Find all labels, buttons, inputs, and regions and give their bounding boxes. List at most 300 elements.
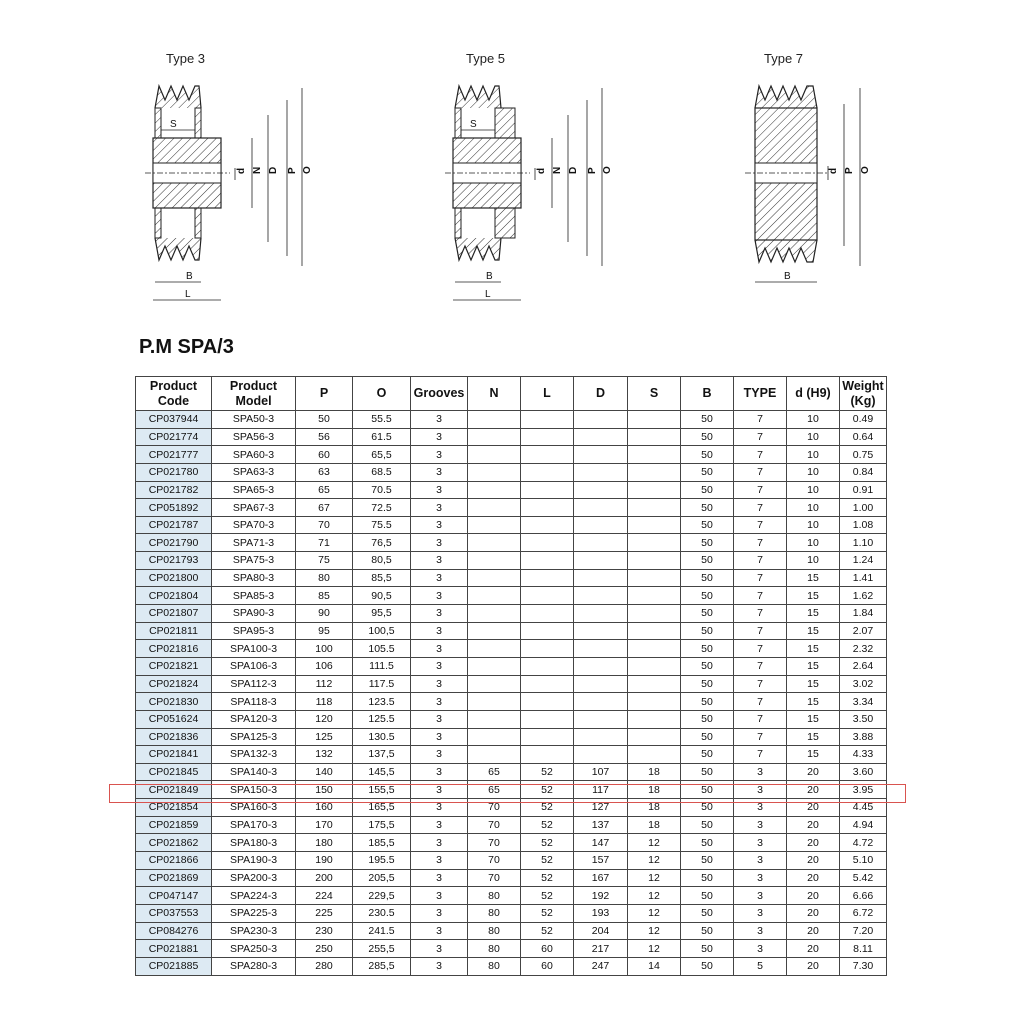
table-cell: 50 <box>681 887 734 905</box>
table-cell: 76,5 <box>353 534 411 552</box>
column-header-text: Product <box>149 378 198 393</box>
table-cell: 3 <box>411 534 468 552</box>
table-cell: 3 <box>411 605 468 623</box>
table-cell: 52 <box>521 852 574 870</box>
table-cell: 50 <box>681 569 734 587</box>
table-cell <box>574 640 628 658</box>
table-cell <box>468 411 521 429</box>
table-cell: 10 <box>787 428 840 446</box>
table-cell: CP037553 <box>136 904 212 922</box>
table-cell: 90 <box>296 605 353 623</box>
table-cell: SPA120-3 <box>212 710 296 728</box>
table-cell: CP051624 <box>136 710 212 728</box>
table-cell <box>521 746 574 764</box>
table-cell: 60 <box>521 940 574 958</box>
table-cell: 230.5 <box>353 904 411 922</box>
table-cell: CP021777 <box>136 446 212 464</box>
table-cell <box>468 657 521 675</box>
table-cell: 20 <box>787 869 840 887</box>
column-header-text: N <box>489 386 499 400</box>
table-cell <box>468 640 521 658</box>
table-cell: 111.5 <box>353 657 411 675</box>
table-cell: 5.10 <box>840 852 887 870</box>
table-cell: CP021836 <box>136 728 212 746</box>
table-cell: 205,5 <box>353 869 411 887</box>
table-cell: 4.33 <box>840 746 887 764</box>
pulley-diagram-type5 <box>440 70 620 310</box>
table-cell: 4.72 <box>840 834 887 852</box>
table-row <box>136 904 887 922</box>
table-row <box>136 516 887 534</box>
table-cell: 7 <box>734 657 787 675</box>
table-cell: 80,5 <box>353 552 411 570</box>
table-cell: 132 <box>296 746 353 764</box>
table-cell: 52 <box>521 781 574 799</box>
table-cell <box>521 569 574 587</box>
table-cell <box>521 587 574 605</box>
table-cell: CP021790 <box>136 534 212 552</box>
table-cell: CP021866 <box>136 852 212 870</box>
table-cell: 137,5 <box>353 746 411 764</box>
table-cell: 80 <box>296 569 353 587</box>
table-row <box>136 728 887 746</box>
label-o: O <box>302 166 313 174</box>
table-cell <box>628 463 681 481</box>
column-header <box>296 377 353 411</box>
table-cell <box>468 728 521 746</box>
table-cell: 20 <box>787 940 840 958</box>
table-row <box>136 816 887 834</box>
table-cell: 50 <box>681 622 734 640</box>
table-cell: SPA106-3 <box>212 657 296 675</box>
table-cell: 140 <box>296 763 353 781</box>
table-cell: CP021854 <box>136 799 212 817</box>
table-cell: 3 <box>411 816 468 834</box>
table-cell: 50 <box>681 446 734 464</box>
table-cell: 63 <box>296 463 353 481</box>
table-cell: 95,5 <box>353 605 411 623</box>
table-cell: 3.02 <box>840 675 887 693</box>
table-cell: 50 <box>681 940 734 958</box>
label-o: O <box>602 166 613 174</box>
table-cell <box>574 534 628 552</box>
table-cell: SPA100-3 <box>212 640 296 658</box>
table-cell: 3 <box>734 904 787 922</box>
table-cell: 70 <box>468 816 521 834</box>
table-cell: 0.75 <box>840 446 887 464</box>
label-p: P <box>844 167 855 174</box>
table-cell: 3 <box>411 411 468 429</box>
table-cell: 7.20 <box>840 922 887 940</box>
table-cell: 125.5 <box>353 710 411 728</box>
table-cell: SPA125-3 <box>212 728 296 746</box>
table-cell: 3 <box>411 940 468 958</box>
table-cell: 50 <box>296 411 353 429</box>
column-header <box>734 377 787 411</box>
table-cell: 20 <box>787 816 840 834</box>
table-cell: 7.30 <box>840 957 887 975</box>
label-p: P <box>587 167 598 174</box>
table-cell: 7 <box>734 640 787 658</box>
pulley-diagram-type3 <box>140 70 320 310</box>
table-cell: CP021774 <box>136 428 212 446</box>
table-cell: 3 <box>411 446 468 464</box>
table-cell: 15 <box>787 622 840 640</box>
table-cell: 50 <box>681 640 734 658</box>
table-cell: 130.5 <box>353 728 411 746</box>
table-cell: 3 <box>411 428 468 446</box>
table-cell: SPA60-3 <box>212 446 296 464</box>
table-cell: 15 <box>787 605 840 623</box>
table-cell: 3 <box>411 499 468 517</box>
label-o: O <box>860 166 871 174</box>
table-cell: CP021830 <box>136 693 212 711</box>
column-header-text: d (H9) <box>795 386 831 400</box>
table-cell: CP084276 <box>136 922 212 940</box>
table-cell <box>628 657 681 675</box>
column-header-text: P <box>319 386 329 400</box>
table-cell: CP021821 <box>136 657 212 675</box>
table-cell: 71 <box>296 534 353 552</box>
table-cell: 50 <box>681 605 734 623</box>
column-header <box>681 377 734 411</box>
table-cell: 12 <box>628 834 681 852</box>
table-cell <box>521 481 574 499</box>
table-cell: 3 <box>734 940 787 958</box>
table-cell <box>628 516 681 534</box>
table-cell: 118 <box>296 693 353 711</box>
table-cell: 10 <box>787 534 840 552</box>
table-row <box>136 922 887 940</box>
label-D: D <box>568 166 579 174</box>
table-cell: 5 <box>734 957 787 975</box>
label-b: B <box>486 271 493 282</box>
table-cell: 50 <box>681 799 734 817</box>
table-cell: 85 <box>296 587 353 605</box>
table-cell: 68.5 <box>353 463 411 481</box>
table-cell: 7 <box>734 516 787 534</box>
table-cell: 0.91 <box>840 481 887 499</box>
table-cell <box>574 516 628 534</box>
table-cell: SPA140-3 <box>212 763 296 781</box>
table-cell: 3 <box>411 693 468 711</box>
table-cell: CP021849 <box>136 781 212 799</box>
table-cell: 117 <box>574 781 628 799</box>
table-cell: 117.5 <box>353 675 411 693</box>
table-cell: 190 <box>296 852 353 870</box>
table-cell: 10 <box>787 516 840 534</box>
table-cell: 3 <box>411 781 468 799</box>
table-cell: 250 <box>296 940 353 958</box>
table-cell <box>628 481 681 499</box>
table-cell: 7 <box>734 411 787 429</box>
table-cell <box>574 622 628 640</box>
table-cell: SPA56-3 <box>212 428 296 446</box>
table-cell: 155,5 <box>353 781 411 799</box>
table-cell: 10 <box>787 481 840 499</box>
table-cell <box>468 446 521 464</box>
table-cell: 67 <box>296 499 353 517</box>
table-cell <box>521 657 574 675</box>
table-cell: SPA132-3 <box>212 746 296 764</box>
column-header-text: B <box>702 386 712 400</box>
table-cell <box>628 605 681 623</box>
table-cell: 2.32 <box>840 640 887 658</box>
table-cell: 15 <box>787 693 840 711</box>
table-cell: 160 <box>296 799 353 817</box>
table-cell: 120 <box>296 710 353 728</box>
table-cell: 4.94 <box>840 816 887 834</box>
table-row <box>136 957 887 975</box>
column-header-text: O <box>376 386 387 400</box>
table-cell: SPA112-3 <box>212 675 296 693</box>
table-cell: 3 <box>411 516 468 534</box>
table-cell: 0.84 <box>840 463 887 481</box>
table-cell: 15 <box>787 746 840 764</box>
table-row <box>136 428 887 446</box>
table-cell: 112 <box>296 675 353 693</box>
table-cell: 95 <box>296 622 353 640</box>
table-cell: 3 <box>734 852 787 870</box>
table-cell: 50 <box>681 411 734 429</box>
table-cell: SPA150-3 <box>212 781 296 799</box>
table-row <box>136 605 887 623</box>
label-d: d <box>236 167 247 174</box>
table-cell: 3.60 <box>840 763 887 781</box>
table-cell <box>521 534 574 552</box>
table-row <box>136 746 887 764</box>
table-cell: 70 <box>468 852 521 870</box>
table-header-row <box>136 377 887 411</box>
label-d: d <box>828 167 839 174</box>
table-cell: 52 <box>521 834 574 852</box>
table-row <box>136 799 887 817</box>
table-cell <box>468 481 521 499</box>
table-cell: 4.45 <box>840 799 887 817</box>
table-cell: SPA67-3 <box>212 499 296 517</box>
table-cell: 241.5 <box>353 922 411 940</box>
table-cell: 80 <box>468 940 521 958</box>
table-row <box>136 834 887 852</box>
table-cell: 0.64 <box>840 428 887 446</box>
table-cell: SPA118-3 <box>212 693 296 711</box>
table-cell: 3 <box>411 887 468 905</box>
table-row <box>136 411 887 429</box>
table-cell: 12 <box>628 852 681 870</box>
table-cell: 20 <box>787 781 840 799</box>
table-cell: 7 <box>734 534 787 552</box>
table-cell: 1.00 <box>840 499 887 517</box>
column-header-text: (Kg) <box>850 393 876 408</box>
table-cell: 7 <box>734 552 787 570</box>
table-cell <box>628 428 681 446</box>
table-cell <box>574 499 628 517</box>
table-cell: 15 <box>787 657 840 675</box>
table-cell: 50 <box>681 499 734 517</box>
table-cell: 2.64 <box>840 657 887 675</box>
table-cell: 52 <box>521 869 574 887</box>
table-cell <box>574 428 628 446</box>
table-cell: 165,5 <box>353 799 411 817</box>
table-cell <box>468 746 521 764</box>
table-cell <box>574 411 628 429</box>
table-row <box>136 499 887 517</box>
label-b: B <box>784 271 791 282</box>
table-cell: SPA224-3 <box>212 887 296 905</box>
table-cell: 70 <box>296 516 353 534</box>
table-cell: 1.62 <box>840 587 887 605</box>
table-cell: 65 <box>468 763 521 781</box>
table-cell: 3 <box>411 640 468 658</box>
table-cell: SPA85-3 <box>212 587 296 605</box>
table-cell: SPA190-3 <box>212 852 296 870</box>
table-cell: 18 <box>628 763 681 781</box>
table-cell: CP021869 <box>136 869 212 887</box>
table-cell: 3 <box>411 957 468 975</box>
table-row <box>136 763 887 781</box>
table-cell <box>521 622 574 640</box>
table-cell: 20 <box>787 887 840 905</box>
table-cell: 229,5 <box>353 887 411 905</box>
table-cell: 1.10 <box>840 534 887 552</box>
column-header <box>521 377 574 411</box>
table-cell: 3 <box>411 657 468 675</box>
table-row <box>136 657 887 675</box>
table-cell: 15 <box>787 675 840 693</box>
table-cell: 20 <box>787 904 840 922</box>
table-cell: 3 <box>734 816 787 834</box>
table-cell: 50 <box>681 428 734 446</box>
column-header-text: Weight <box>842 378 884 393</box>
label-s: S <box>170 119 177 130</box>
table-cell: 192 <box>574 887 628 905</box>
table-cell: 6.72 <box>840 904 887 922</box>
label-s: S <box>470 119 477 130</box>
table-cell: 10 <box>787 446 840 464</box>
table-cell <box>468 463 521 481</box>
table-cell <box>521 605 574 623</box>
table-cell: 50 <box>681 675 734 693</box>
table-cell <box>574 675 628 693</box>
table-cell: 7 <box>734 693 787 711</box>
table-cell: 90,5 <box>353 587 411 605</box>
pulley-diagram-type7 <box>740 70 890 290</box>
table-cell: 3 <box>411 710 468 728</box>
table-cell: 50 <box>681 587 734 605</box>
table-cell <box>468 428 521 446</box>
table-cell: 50 <box>681 657 734 675</box>
table-cell: 50 <box>681 534 734 552</box>
label-d: d <box>536 167 547 174</box>
table-cell <box>468 587 521 605</box>
table-cell <box>468 605 521 623</box>
table-cell: 18 <box>628 781 681 799</box>
table-cell: 7 <box>734 587 787 605</box>
table-cell <box>521 411 574 429</box>
table-cell: 15 <box>787 640 840 658</box>
table-row <box>136 781 887 799</box>
table-row <box>136 569 887 587</box>
table-cell: 3 <box>411 852 468 870</box>
table-cell <box>574 446 628 464</box>
table-cell: 170 <box>296 816 353 834</box>
table-cell <box>574 481 628 499</box>
table-cell: SPA90-3 <box>212 605 296 623</box>
table-cell: 105.5 <box>353 640 411 658</box>
table-cell: CP021862 <box>136 834 212 852</box>
table-cell <box>574 587 628 605</box>
table-cell <box>574 569 628 587</box>
table-cell <box>468 710 521 728</box>
table-cell: 7 <box>734 746 787 764</box>
table-cell <box>468 552 521 570</box>
table-cell: 14 <box>628 957 681 975</box>
column-header-text: D <box>595 386 606 400</box>
table-cell: 50 <box>681 781 734 799</box>
table-cell <box>521 516 574 534</box>
table-cell <box>574 728 628 746</box>
table-cell: 167 <box>574 869 628 887</box>
table-cell <box>574 693 628 711</box>
table-cell <box>521 693 574 711</box>
table-cell: CP051892 <box>136 499 212 517</box>
table-cell: 50 <box>681 763 734 781</box>
column-header <box>840 377 887 411</box>
table-row <box>136 481 887 499</box>
table-cell <box>521 710 574 728</box>
column-header <box>468 377 521 411</box>
table-cell <box>521 728 574 746</box>
table-cell: 1.08 <box>840 516 887 534</box>
table-cell <box>628 552 681 570</box>
table-cell: CP021793 <box>136 552 212 570</box>
table-row <box>136 869 887 887</box>
table-cell: 3 <box>411 622 468 640</box>
column-header-text: L <box>543 386 551 400</box>
table-cell <box>628 675 681 693</box>
table-cell: 7 <box>734 728 787 746</box>
table-cell <box>574 605 628 623</box>
table-cell: 1.41 <box>840 569 887 587</box>
table-cell <box>628 710 681 728</box>
table-cell: 123.5 <box>353 693 411 711</box>
table-cell: 7 <box>734 605 787 623</box>
table-cell: 65 <box>468 781 521 799</box>
table-cell: 52 <box>521 887 574 905</box>
table-cell: 195.5 <box>353 852 411 870</box>
table-cell: 18 <box>628 816 681 834</box>
table-cell: SPA63-3 <box>212 463 296 481</box>
table-cell <box>628 411 681 429</box>
table-cell: CP021881 <box>136 940 212 958</box>
table-cell: 285,5 <box>353 957 411 975</box>
table-cell: 50 <box>681 728 734 746</box>
table-cell: 50 <box>681 904 734 922</box>
table-cell: 80 <box>468 957 521 975</box>
label-n: N <box>552 166 563 174</box>
table-cell: 247 <box>574 957 628 975</box>
table-cell: 15 <box>787 569 840 587</box>
table-cell: 80 <box>468 922 521 940</box>
table-cell: 8.11 <box>840 940 887 958</box>
table-cell: 50 <box>681 834 734 852</box>
table-cell: 50 <box>681 869 734 887</box>
table-cell <box>574 710 628 728</box>
table-cell: 65 <box>296 481 353 499</box>
table-cell: 3 <box>411 587 468 605</box>
column-header <box>353 377 411 411</box>
table-cell: 3 <box>734 781 787 799</box>
